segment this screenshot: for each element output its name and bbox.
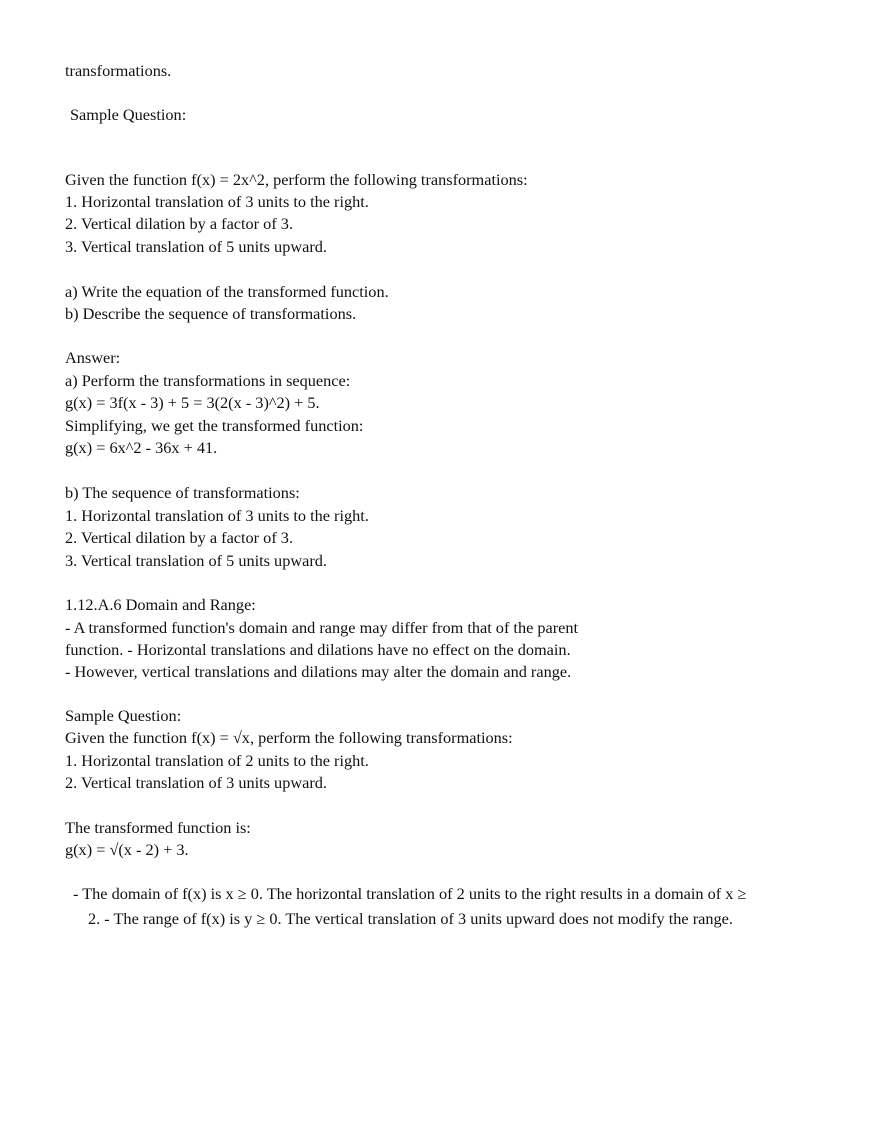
text-line: The transformed function is: [65, 818, 251, 837]
text-line: 3. Vertical translation of 5 units upward. [65, 551, 327, 570]
text-line: 1. Horizontal translation of 2 units to the right. [65, 751, 369, 770]
equation-line: g(x) = 3f(x - 3) + 5 = 3(2(x - 3)^2) + 5. [65, 393, 320, 412]
text-line: - However, vertical translations and dilations may alter the domain and range. [65, 662, 572, 681]
equation-line: g(x) = 6x^2 - 36x + 41. [65, 438, 218, 457]
text-line: Simplifying, we get the transformed function: [65, 416, 364, 435]
text-line: Given the function f(x) = 2x^2, perform the following transformations: [65, 170, 528, 189]
text-line: 1. Horizontal translation of 3 units to the right. [65, 192, 369, 211]
text-line: 3. Vertical translation of 5 units upward. [65, 237, 327, 256]
text-line: 2. Vertical dilation by a factor of 3. [65, 528, 294, 547]
text-line: 2. Vertical translation of 3 units upward. [65, 773, 327, 792]
text-line: transformations. [65, 61, 172, 80]
text-line: - The domain of f(x) is x ≥ 0. The horizontal translation of 2 units to the right results in a domain of x ≥ [73, 884, 747, 903]
sample-question-heading: Sample Question: [65, 706, 182, 725]
text-line: b) The sequence of transformations: [65, 483, 300, 502]
section-heading: 1.12.A.6 Domain and Range: [65, 595, 256, 614]
text-line: 2. - The range of f(x) is y ≥ 0. The vertical translation of 3 units upward does not modify the range. [88, 909, 733, 928]
text-line: a) Perform the transformations in sequence: [65, 371, 351, 390]
text-line: - A transformed function's domain and range may differ from that of the parent [65, 618, 579, 637]
answer-heading: Answer: [65, 348, 121, 367]
sample-question-heading: Sample Question: [70, 105, 187, 124]
text-line: a) Write the equation of the transformed function. [65, 282, 389, 301]
text-line: function. - Horizontal translations and dilations have no effect on the domain. [65, 640, 571, 659]
text-line: b) Describe the sequence of transformations. [65, 304, 357, 323]
equation-line: g(x) = √(x - 2) + 3. [65, 840, 189, 859]
text-line: 1. Horizontal translation of 3 units to the right. [65, 506, 369, 525]
text-line: 2. Vertical dilation by a factor of 3. [65, 214, 294, 233]
text-line: Given the function f(x) = √x, perform the following transformations: [65, 728, 513, 747]
